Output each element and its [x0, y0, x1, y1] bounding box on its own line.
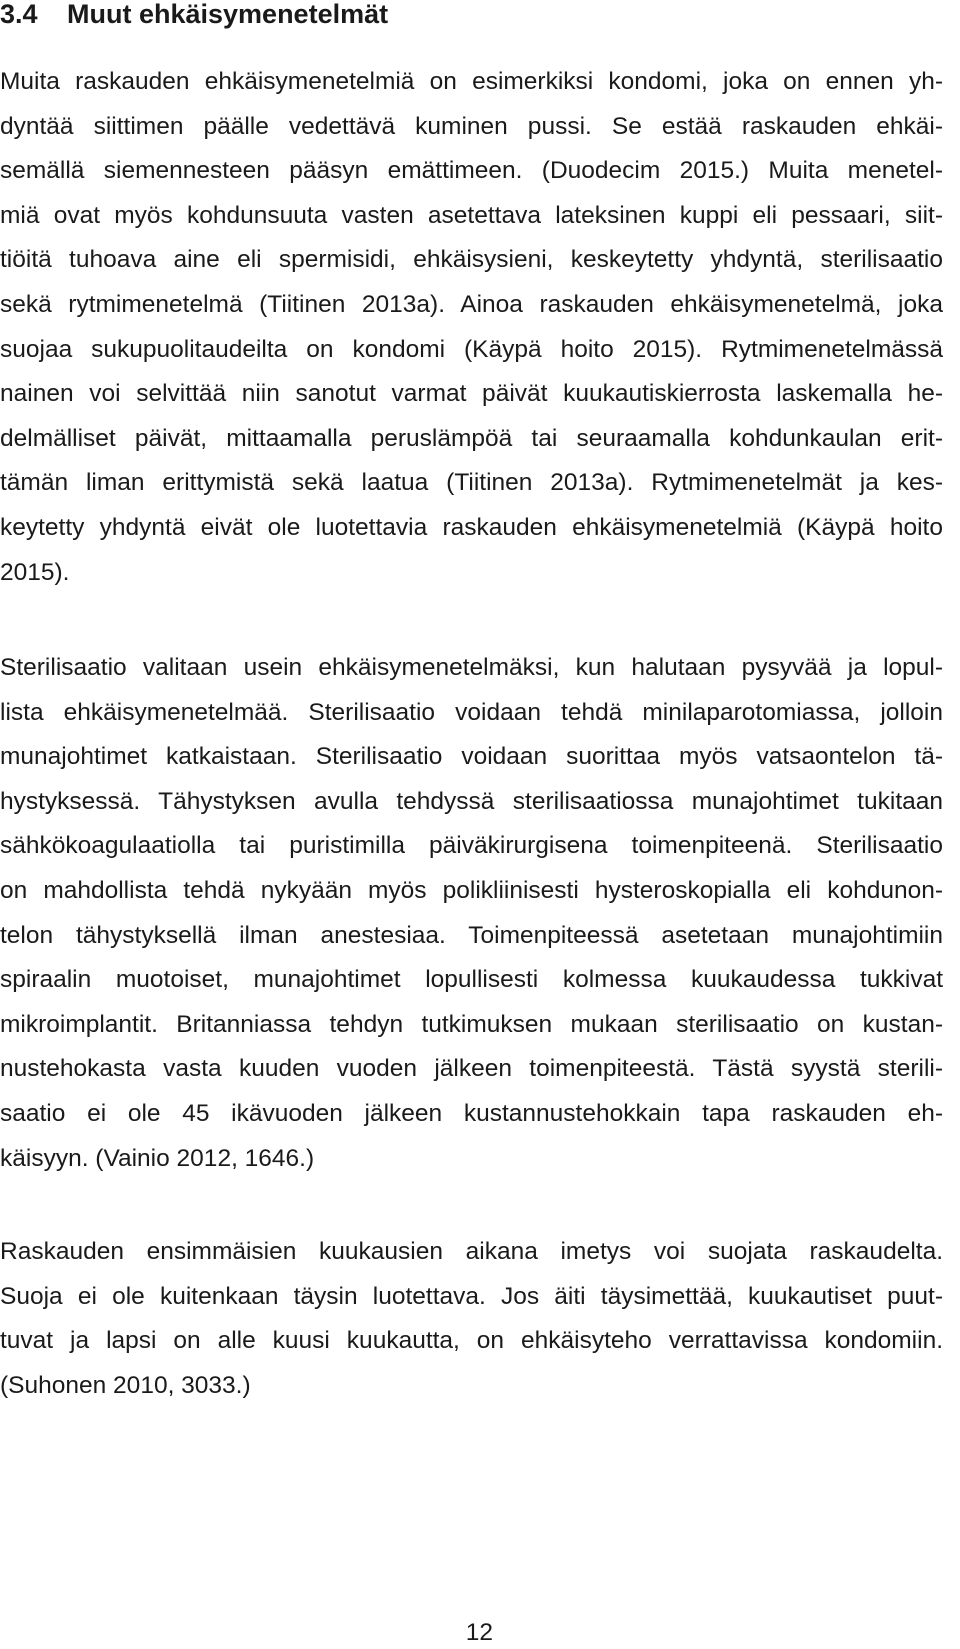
- paragraph-line: keytetty yhdyntä eivät ole luotettavia raskauden ehkäisymenetelmiä (Käypä hoito: [0, 513, 943, 541]
- paragraph-line: tiöitä tuhoava aine eli spermisidi, ehkäisysieni, keskeytetty yhdyntä, sterilisaatio: [0, 246, 943, 274]
- paragraph-line: sähkökoagulaatiolla tai puristimilla päiväkirurgisena toimenpiteenä. Sterilisaatio: [0, 832, 943, 860]
- paragraph-line: Raskauden ensimmäisien kuukausien aikana imetys voi suojata raskaudelta.: [0, 1238, 943, 1265]
- paragraph-line: mikroimplantit. Britanniassa tehdyn tutkimuksen mukaan sterilisaatio on kustan-: [0, 1010, 943, 1038]
- paragraph-line: miä ovat myös kohdunsuuta vasten asetettava lateksinen kuppi eli pessaari, siit-: [0, 201, 943, 229]
- page-number: [0, 1617, 943, 1649]
- paragraph-line: tuvat ja lapsi on alle kuusi kuukautta, on ehkäisyteho verrattavissa kondomiin.: [0, 1327, 943, 1355]
- paragraph-line: Suoja ei ole kuitenkaan täysin luotettava. Jos äiti täysimettää, kuukautiset puut-: [0, 1282, 943, 1310]
- page-number-text: 12: [465, 1619, 493, 1646]
- paragraph-line: delmälliset päivät, mittaamalla peruslämpöä tai seuraamalla kohdunkaulan erit-: [0, 424, 943, 452]
- paragraph-line: saatio ei ole 45 ikävuoden jälkeen kustannustehokkain tapa raskauden eh-: [0, 1099, 943, 1127]
- paragraph-line: sekä rytmimenetelmä (Tiitinen 2013a). Ainoa raskauden ehkäisymenetelmä, joka: [0, 290, 943, 318]
- paragraph-line: Sterilisaatio valitaan usein ehkäisymenetelmäksi, kun halutaan pysyvää ja lopul-: [0, 654, 943, 681]
- section-heading: [0, 0, 388, 30]
- paragraph-breastfeeding: [0, 1230, 943, 1408]
- paragraph-line: (Suhonen 2010, 3033.): [0, 1371, 251, 1399]
- paragraph-line: tämän liman erittymistä sekä laatua (Tiitinen 2013a). Rytmimenetelmät ja kes-: [0, 469, 943, 497]
- paragraph-line: nainen voi selvittää niin sanotut varmat päivät kuukautiskierrosta laskemalla he-: [0, 380, 943, 408]
- paragraph-line: spiraalin muotoiset, munajohtimet lopullisesti kolmessa kuukaudessa tukkivat: [0, 966, 943, 994]
- section-number: 3.4: [0, 0, 38, 29]
- paragraph-line: käisyyn. (Vainio 2012, 1646.): [0, 1144, 315, 1172]
- paragraph-sterilisation: [0, 646, 943, 1181]
- paragraph-line: hystyksessä. Tähystyksen avulla tehdyssä sterilisaatiossa munajohtimet tukitaan: [0, 787, 943, 815]
- paragraph-line: dyntää siittimen päälle vedettävä kuminen pussi. Se estää raskauden ehkäi-: [0, 112, 943, 140]
- paragraph-line: 2015).: [0, 558, 70, 586]
- paragraph-line: telon tähystyksellä ilman anestesiaa. Toimenpiteessä asetetaan munajohtimiin: [0, 921, 943, 949]
- section-title: Muut ehkäisymenetelmät: [67, 0, 389, 29]
- paragraph-line: lista ehkäisymenetelmää. Sterilisaatio voidaan tehdä minilaparotomiassa, jolloin: [0, 698, 943, 726]
- paragraph-contraception-methods: [0, 60, 943, 595]
- paragraph-line: munajohtimet katkaistaan. Sterilisaatio voidaan suorittaa myös vatsaontelon tä-: [0, 743, 943, 771]
- paragraph-line: semällä siemennesteen pääsyn emättimeen. (Duodecim 2015.) Muita menetel-: [0, 157, 943, 185]
- paragraph-line: nustehokasta vasta kuuden vuoden jälkeen toimenpiteestä. Tästä syystä sterili-: [0, 1055, 943, 1083]
- paragraph-line: on mahdollista tehdä nykyään myös polikliinisesti hysteroskopialla eli kohdunon-: [0, 876, 943, 904]
- paragraph-line: suojaa sukupuolitaudeilta on kondomi (Käypä hoito 2015). Rytmimenetelmässä: [0, 335, 943, 363]
- paragraph-line: Muita raskauden ehkäisymenetelmiä on esimerkiksi kondomi, joka on ennen yh-: [0, 68, 943, 95]
